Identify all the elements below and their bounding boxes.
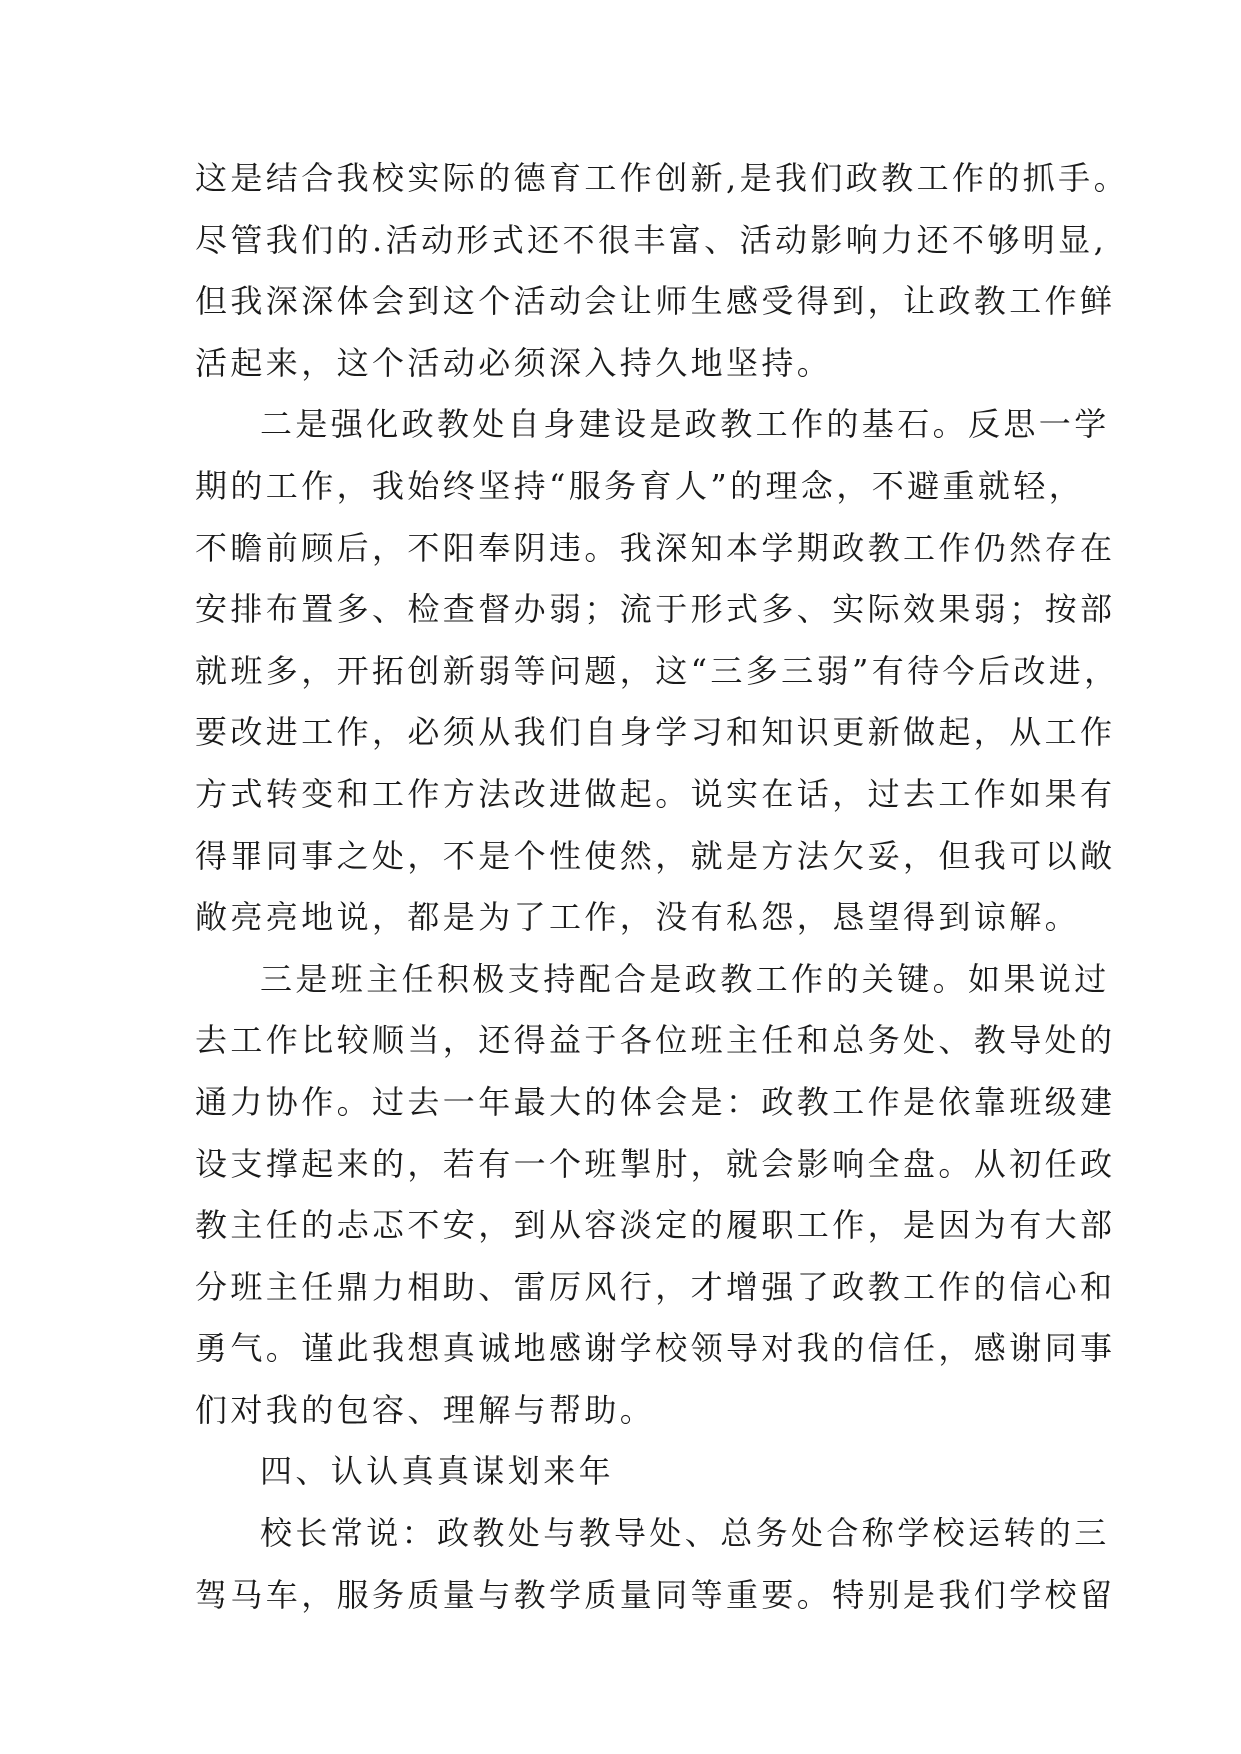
text-line: 要改进工作，必须从我们自身学习和知识更新做起，从工作	[195, 713, 1116, 752]
text-line: 分班主任鼎力相助、雷厉风行，才增强了政教工作的信心和	[195, 1267, 1116, 1306]
paragraph-start-line: 二是强化政教处自身建设是政教工作的基石。反思一学	[260, 405, 1110, 444]
text-line: 勇气。谨此我想真诚地感谢学校领导对我的信任，感谢同事	[195, 1329, 1116, 1368]
text-line: 通力协作。过去一年最大的体会是：政教工作是依靠班级建	[195, 1082, 1116, 1121]
text-line: 去工作比较顺当，还得益于各位班主任和总务处、教导处的	[195, 1021, 1116, 1060]
text-line: 驾马车，服务质量与教学质量同等重要。特别是我们学校留	[195, 1575, 1116, 1614]
text-line: 敞亮亮地说，都是为了工作，没有私怨，恳望得到谅解。	[195, 898, 1081, 937]
text-line: 教主任的忐忑不安，到从容淡定的履职工作，是因为有大部	[195, 1206, 1116, 1245]
text-line: 设支撑起来的，若有一个班掣肘，就会影响全盘。从初任政	[195, 1144, 1116, 1183]
text-line: 尽管我们的.活动形式还不很丰富、活动影响力还不够明显,	[195, 220, 1108, 259]
text-line: 得罪同事之处，不是个性使然，就是方法欠妥，但我可以敞	[195, 836, 1116, 875]
text-line: 这是结合我校实际的德育工作创新,是我们政教工作的抓手。	[195, 159, 1129, 197]
text-line: 不瞻前顾后，不阳奉阴违。我深知本学期政教工作仍然存在	[195, 528, 1116, 567]
document-body	[195, 148, 1129, 1626]
text-line: 们对我的包容、理解与帮助。	[195, 1390, 656, 1429]
text-line: 期的工作，我始终坚持“服务育人”的理念，不避重就轻，	[195, 466, 1085, 505]
text-line: 方式转变和工作方法改进做起。说实在话，过去工作如果有	[195, 774, 1116, 813]
text-line: 安排布置多、检查督办弱；流于形式多、实际效果弱；按部	[195, 590, 1116, 629]
text-line: 活起来，这个活动必须深入持久地坚持。	[195, 343, 833, 382]
text-line: 但我深深体会到这个活动会让师生感受得到，让政教工作鲜	[195, 282, 1116, 321]
text-line: 就班多，开拓创新弱等问题，这“三多三弱”有待今后改进，	[195, 651, 1120, 690]
paragraph-start-line: 校长常说：政教处与教导处、总务处合称学校运转的三	[260, 1514, 1110, 1553]
paragraph-start-line: 三是班主任积极支持配合是政教工作的关键。如果说过	[260, 959, 1110, 998]
section-heading: 四、认认真真谋划来年	[260, 1452, 615, 1491]
